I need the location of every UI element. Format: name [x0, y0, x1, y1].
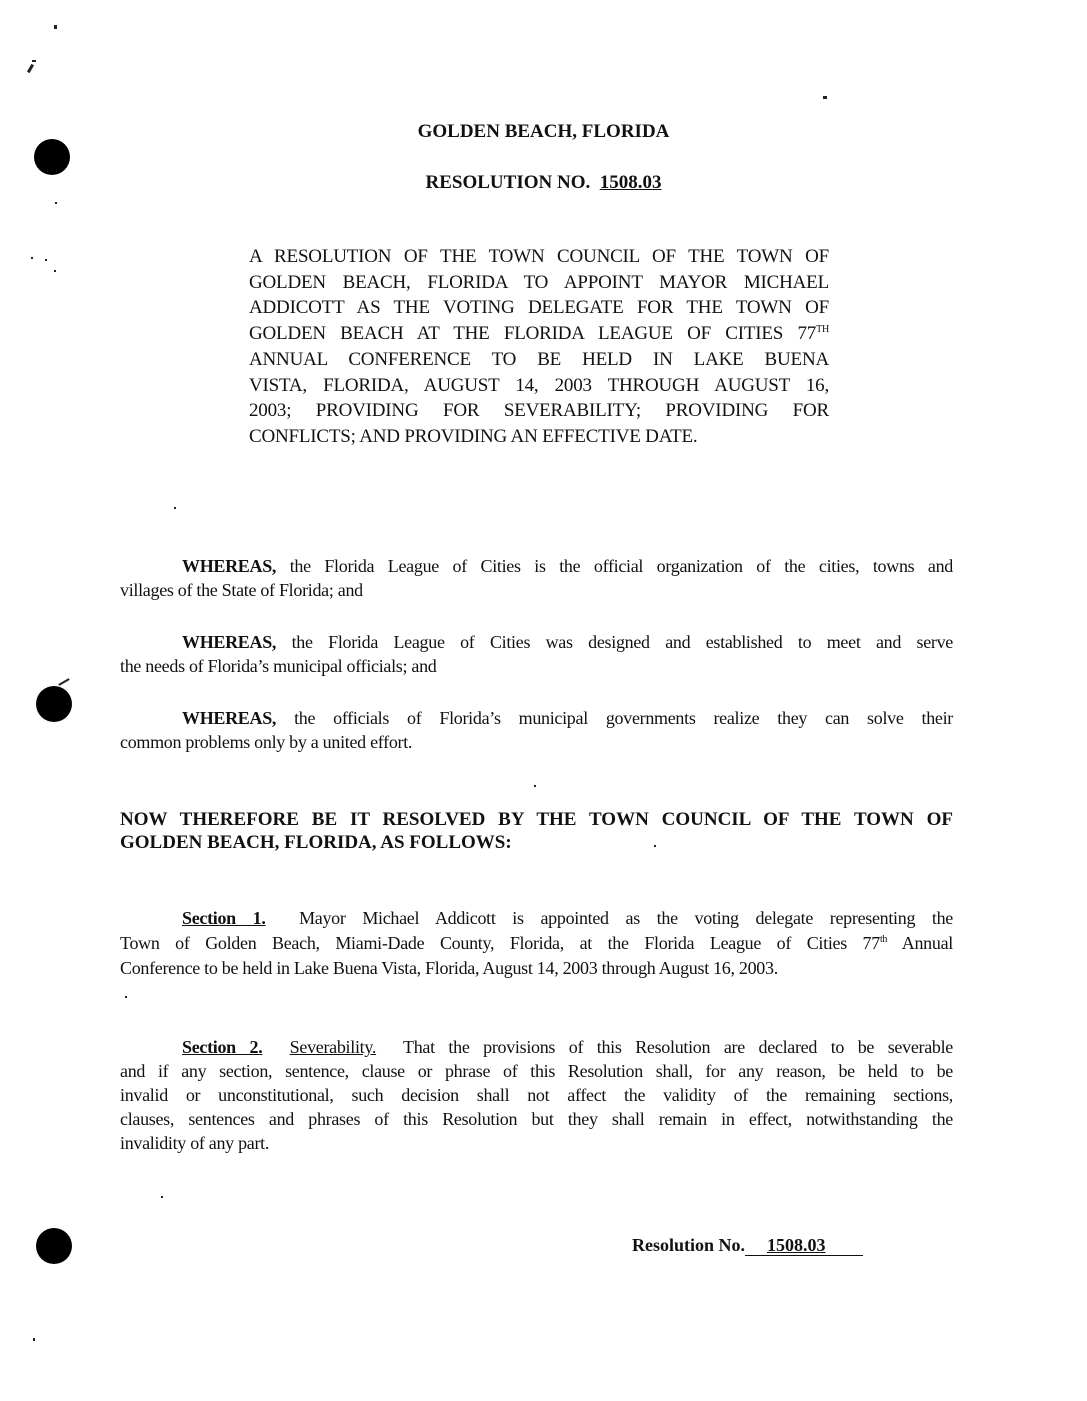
section-line: and if any section, sentence, clause or phrase of this Resolution shall, for any reason, be held to be — [120, 1061, 953, 1081]
resolved-line: NOW THEREFORE BE IT RESOLVED BY THE TOWN COUNCIL OF THE TOWN OF — [120, 809, 953, 830]
section-line: invalidity of any part. — [120, 1133, 270, 1153]
resolved-line: GOLDEN BEACH, FLORIDA, AS FOLLOWS: — [120, 832, 512, 853]
scan-speck — [125, 996, 127, 998]
title-line: A RESOLUTION OF THE TOWN COUNCIL OF THE TOWN OF — [249, 246, 829, 267]
punch-hole-bottom — [36, 1228, 72, 1264]
scan-speck — [823, 96, 827, 99]
section-2-heading: Section 2. — [182, 1037, 263, 1057]
section-line — [120, 1035, 953, 1059]
section-line — [120, 931, 953, 956]
scan-speck — [55, 202, 57, 204]
resolution-number: 1508.03 — [599, 172, 662, 193]
scan-speck — [31, 257, 33, 259]
footer-number-field — [745, 1235, 863, 1256]
section-1 — [120, 906, 953, 981]
title-line: CONFLICTS; AND PROVIDING AN EFFECTIVE DATE. — [249, 425, 698, 447]
scan-speck — [32, 60, 36, 62]
whereas-text: the officials of Florida’s municipal governments realize they can solve their — [276, 708, 953, 728]
scan-speck — [54, 25, 57, 29]
title-line: 2003; PROVIDING FOR SEVERABILITY; PROVIDING FOR — [249, 400, 829, 422]
section-text: Mayor Michael Addicott is appointed as the voting delegate representing the — [265, 908, 954, 928]
scan-speck — [161, 1196, 163, 1198]
section-text: Annual — [887, 933, 953, 953]
resolution-heading — [0, 172, 1087, 194]
whereas-line — [120, 630, 953, 654]
resolution-title-block — [249, 244, 829, 450]
title-line: ANNUAL CONFERENCE TO BE HELD IN LAKE BUENA — [249, 348, 829, 370]
resolved-clause — [120, 808, 953, 854]
scan-speck — [33, 1338, 35, 1341]
whereas-clause-3 — [120, 706, 953, 754]
scan-speck — [58, 678, 69, 686]
whereas-line: common problems only by a united effort. — [120, 732, 413, 752]
ordinal-suffix: TH — [816, 324, 829, 336]
section-line: Conference to be held in Lake Buena Vista, Florida, August 14, 2003 through August 16, 2003. — [120, 958, 778, 978]
section-2-subheading: Severability. — [289, 1037, 377, 1057]
section-1-heading: Section 1. — [182, 908, 266, 928]
section-line: clauses, sentences and phrases of this Resolution but they shall remain in effect, notwithstanding the — [120, 1109, 953, 1129]
page-footer — [632, 1235, 863, 1256]
title-line: GOLDEN BEACH, FLORIDA TO APPOINT MAYOR MICHAEL — [249, 271, 829, 293]
whereas-line: villages of the State of Florida; and — [120, 580, 363, 600]
section-2 — [120, 1035, 953, 1155]
whereas-keyword: WHEREAS, — [182, 708, 277, 728]
scan-speck — [54, 270, 56, 272]
section-text: Town of Golden Beach, Miami-Dade County, Florida, at the Florida League of Cities 77 — [120, 933, 880, 953]
whereas-clause-2 — [120, 630, 953, 678]
footer-label: Resolution No. — [632, 1235, 746, 1255]
whereas-line: the needs of Florida’s municipal officials; and — [120, 656, 437, 676]
title-line — [249, 321, 829, 347]
municipality-heading — [0, 121, 1087, 143]
section-text: That the provisions of this Resolution are declared to be severable — [376, 1037, 953, 1057]
title-line-text: GOLDEN BEACH AT THE FLORIDA LEAGUE OF CITIES 77 — [249, 323, 817, 345]
footer-number: 1508.03 — [767, 1235, 826, 1255]
ordinal-suffix: th — [879, 934, 888, 945]
section-line — [120, 906, 953, 931]
whereas-text: the Florida League of Cities was designed and established to meet and serve — [276, 632, 953, 652]
scan-speck — [174, 507, 176, 509]
whereas-keyword: WHEREAS, — [182, 632, 277, 652]
whereas-keyword: WHEREAS, — [182, 556, 277, 576]
title-line: VISTA, FLORIDA, AUGUST 14, 2003 THROUGH AUGUST 16, — [249, 374, 829, 396]
resolution-label: RESOLUTION NO. — [425, 172, 591, 193]
section-line: invalid or unconstitutional, such decision shall not affect the validity of the remaining sections, — [120, 1085, 953, 1105]
whereas-line — [120, 706, 953, 730]
whereas-text: the Florida League of Cities is the official organization of the cities, towns and — [276, 556, 953, 576]
whereas-clause-1 — [120, 554, 953, 602]
scan-speck — [27, 64, 34, 73]
scan-speck — [45, 259, 47, 261]
punch-hole-top — [34, 139, 70, 175]
scan-speck — [534, 785, 536, 787]
punch-hole-middle — [36, 686, 72, 722]
title-line: ADDICOTT AS THE VOTING DELEGATE FOR THE TOWN OF — [249, 297, 829, 319]
municipality-name: GOLDEN BEACH, FLORIDA — [417, 121, 670, 142]
whereas-line — [120, 554, 953, 578]
